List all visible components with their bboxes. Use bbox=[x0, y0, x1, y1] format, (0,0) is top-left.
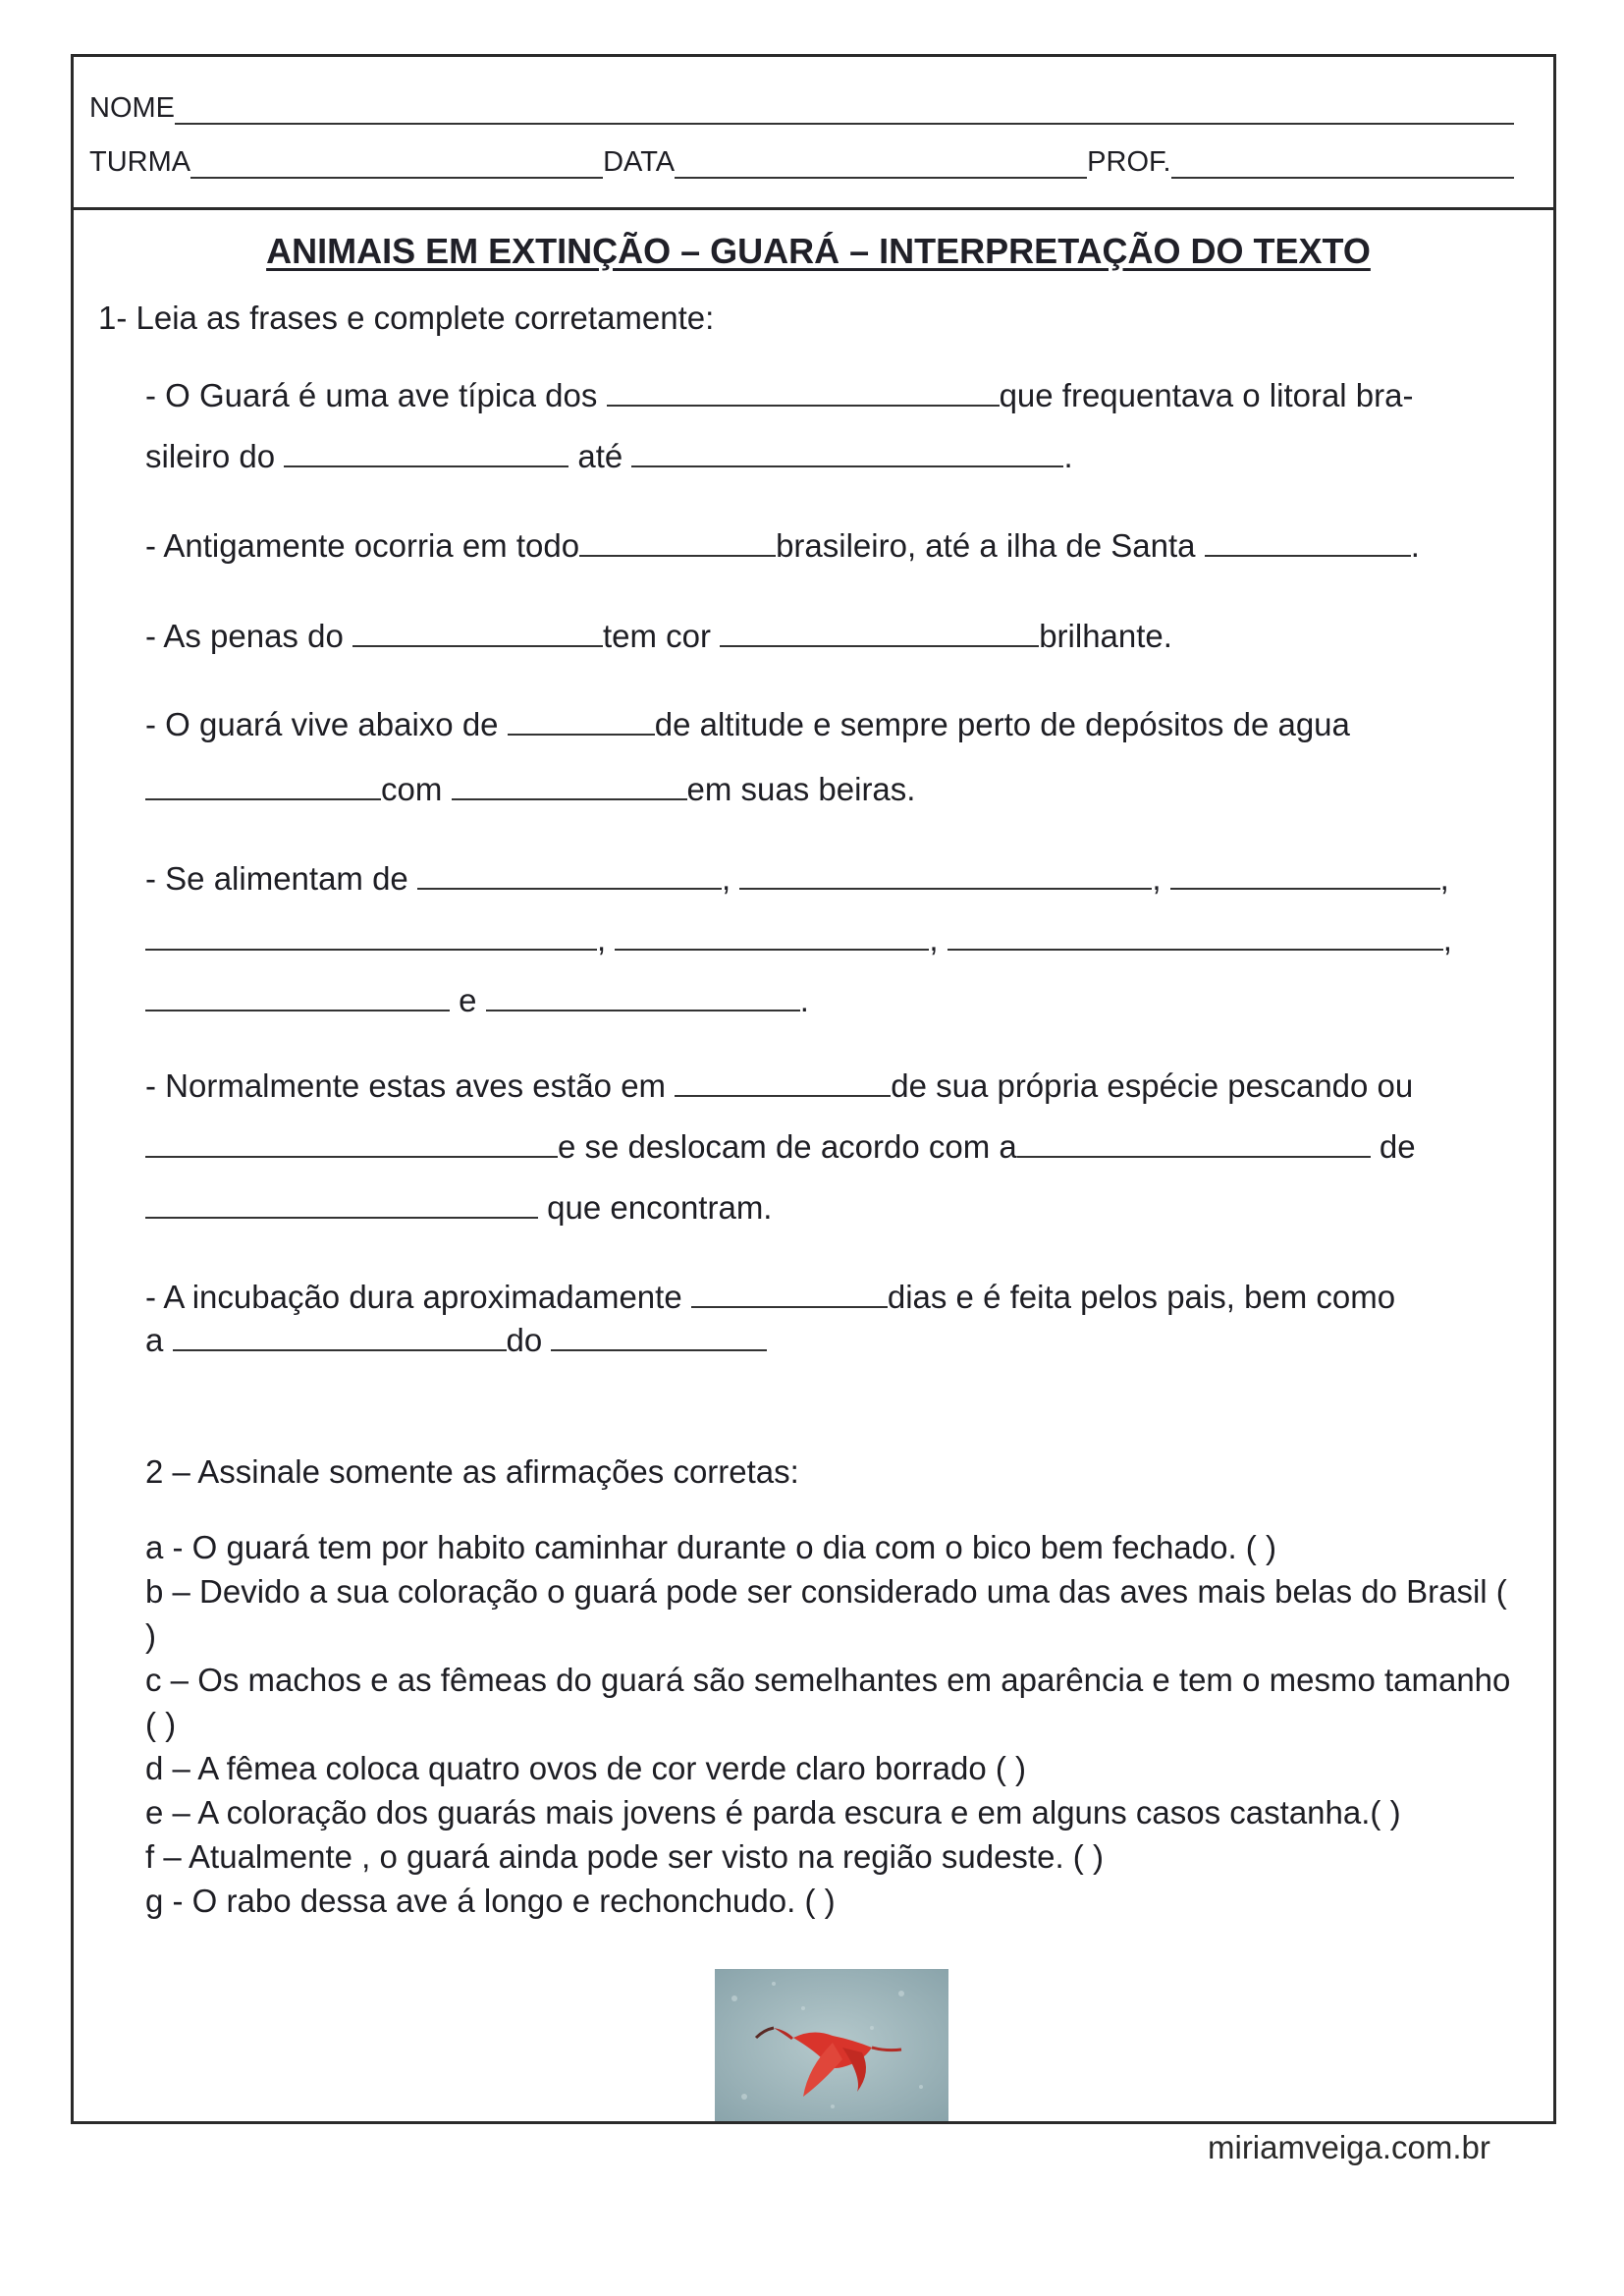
student-info-header bbox=[74, 57, 1553, 210]
blank-field[interactable] bbox=[145, 1187, 538, 1219]
blank-field[interactable] bbox=[417, 858, 722, 890]
blank-field[interactable] bbox=[947, 919, 1443, 951]
option-c[interactable]: c – Os machos e as fêmeas do guará são semelhantes em aparência e tem o mesmo tamanho ( ) bbox=[145, 1662, 1511, 1742]
sentence-6: - Normalmente estas aves estão em de sua própria espécie pescando ou e se deslocam de acordo com a de que encontram. bbox=[145, 1067, 1416, 1226]
sentence-4: - O guará vive abaixo de de altitude e sempre perto de depósitos de agua com em suas beiras. bbox=[145, 706, 1350, 807]
option-a[interactable]: a - O guará tem por habito caminhar durante o dia com o bico bem fechado. ( ) bbox=[145, 1529, 1276, 1565]
name-label: NOME bbox=[89, 92, 175, 124]
worksheet-title: ANIMAIS EM EXTINÇÃO – GUARÁ – INTERPRETAÇÃO DO TEXTO bbox=[266, 231, 1371, 271]
blank-field[interactable] bbox=[691, 1277, 888, 1308]
blank-field[interactable] bbox=[551, 1320, 767, 1351]
blank-field[interactable] bbox=[173, 1320, 507, 1351]
question-2-options bbox=[145, 1525, 1520, 1923]
blank-field[interactable] bbox=[352, 616, 603, 647]
sentence-1: - O Guará é uma ave típica dos que frequentava o litoral bra- sileiro do até . bbox=[145, 377, 1414, 474]
blank-field[interactable] bbox=[675, 1066, 891, 1097]
option-f[interactable]: f – Atualmente , o guará ainda pode ser visto na região sudeste. ( ) bbox=[145, 1838, 1104, 1875]
name-row bbox=[89, 92, 1514, 125]
blank-field[interactable] bbox=[145, 980, 450, 1011]
blank-field[interactable] bbox=[615, 919, 929, 951]
name-field-line[interactable] bbox=[175, 99, 1514, 125]
scarlet-ibis-icon bbox=[715, 1969, 948, 2121]
blank-field[interactable] bbox=[284, 436, 568, 467]
blank-field[interactable] bbox=[1017, 1126, 1371, 1158]
sentence-3: - As penas do tem cor brilhante. bbox=[145, 618, 1172, 654]
class-date-prof-row bbox=[89, 146, 1514, 179]
option-d[interactable]: d – A fêmea coloca quatro ovos de cor verde claro borrado ( ) bbox=[145, 1750, 1026, 1786]
source-url[interactable]: miriamveiga.com.br bbox=[1208, 2129, 1490, 2165]
teacher-field-line[interactable] bbox=[1171, 153, 1514, 179]
blank-field[interactable] bbox=[145, 1126, 558, 1158]
blank-field[interactable] bbox=[1205, 525, 1411, 557]
blank-field[interactable] bbox=[579, 525, 776, 557]
sentence-7: - A incubação dura aproximadamente dias e é feita pelos pais, bem como a do bbox=[145, 1279, 1396, 1358]
blank-field[interactable] bbox=[145, 769, 381, 800]
blank-field[interactable] bbox=[631, 436, 1063, 467]
date-field-line[interactable] bbox=[675, 153, 1087, 179]
option-b[interactable]: b – Devido a sua coloração o guará pode ser considerado uma das aves mais belas do Brasil ( ) bbox=[145, 1573, 1507, 1654]
blank-field[interactable] bbox=[452, 769, 687, 800]
option-g[interactable]: g - O rabo dessa ave á longo e rechonchudo. ( ) bbox=[145, 1883, 836, 1919]
scarlet-ibis-photo bbox=[715, 1969, 948, 2121]
option-e[interactable]: e – A coloração dos guarás mais jovens é parda escura e em alguns casos castanha.( ) bbox=[145, 1794, 1401, 1831]
teacher-label: PROF. bbox=[1087, 146, 1171, 178]
blank-field[interactable] bbox=[145, 919, 597, 951]
blank-field[interactable] bbox=[486, 980, 800, 1011]
class-label: TURMA bbox=[89, 146, 191, 178]
class-field-line[interactable] bbox=[190, 153, 603, 179]
blank-field[interactable] bbox=[607, 375, 1000, 407]
question-2-heading: 2 – Assinale somente as afirmações corretas: bbox=[145, 1453, 799, 1490]
date-label: DATA bbox=[603, 146, 676, 178]
blank-field[interactable] bbox=[1170, 858, 1440, 890]
sentence-5: - Se alimentam de , , , , , , e . bbox=[145, 860, 1452, 1018]
blank-field[interactable] bbox=[720, 616, 1039, 647]
blank-field[interactable] bbox=[508, 704, 655, 736]
blank-field[interactable] bbox=[739, 858, 1152, 890]
question-1-heading: 1- Leia as frases e complete corretamente: bbox=[98, 300, 715, 336]
sentence-2: - Antigamente ocorria em todo brasileiro, até a ilha de Santa . bbox=[145, 527, 1420, 564]
